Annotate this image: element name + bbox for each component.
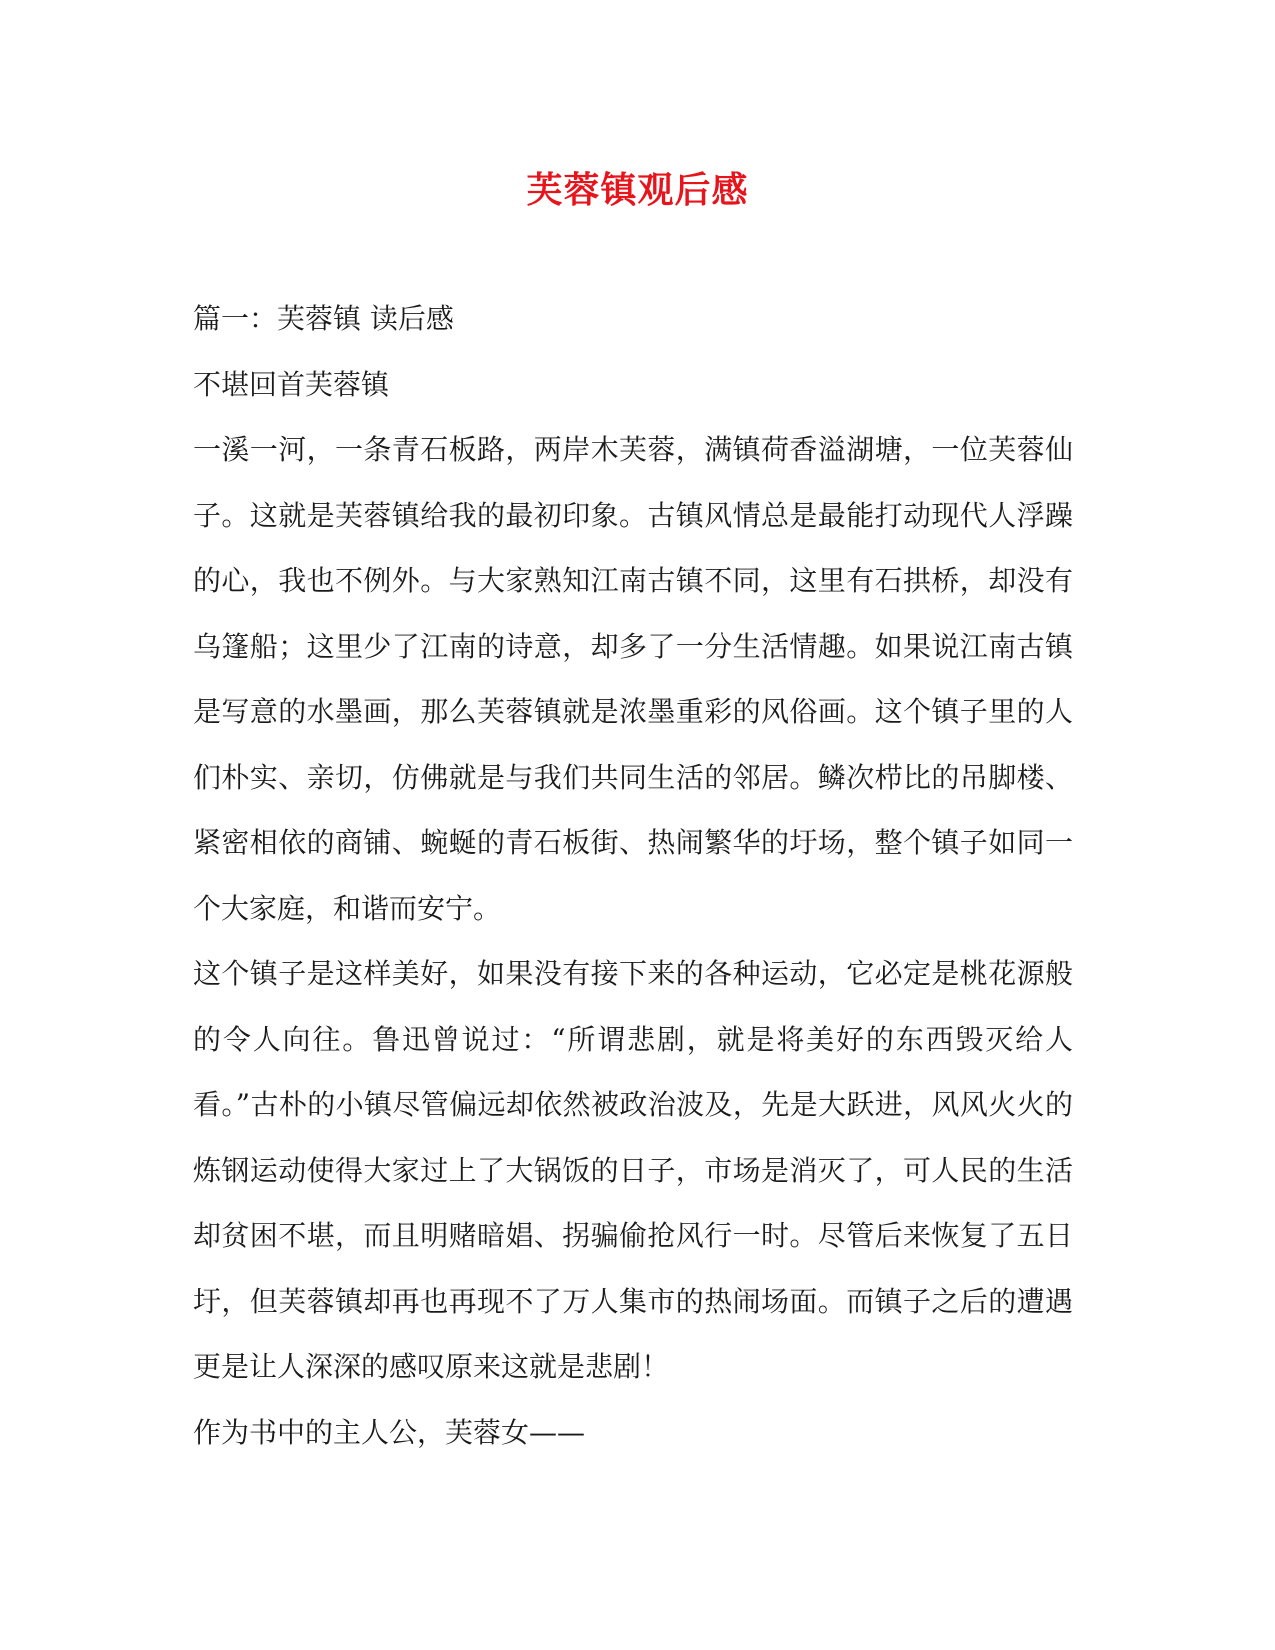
paragraph-3: 作为书中的主人公，芙蓉女—— [193, 1415, 586, 1449]
article-subtitle: 不堪回首芙蓉镇 [193, 367, 390, 401]
document-title: 芙蓉镇观后感 [526, 169, 749, 211]
document-body [193, 286, 1073, 1465]
paragraph-2: 这个镇子是这样美好，如果没有接下来的各种运动，它必定是桃花源般的令人向往。鲁迅曾说过：“所谓悲剧，就是将美好的东西毁灭给人看。”古朴的小镇尽管偏远却依然被政治波及，先是大跃进，风风火火的炼钢运动使得大家过上了大锅饭的日子，市场是消灭了，可人民的生活却贫困不堪，而且明赌暗娼、拐骗偷抢风行一时。尽管后来恢复了五日圩，但芙蓉镇却再也再现不了万人集市的热闹场面。而镇子之后的遭遇更是让人深深的感叹原来这就是悲剧！ [193, 957, 1073, 1383]
paragraph-1: 一溪一河，一条青石板路，两岸木芙蓉，满镇荷香溢湖塘，一位芙蓉仙子。这就是芙蓉镇给我的最初印象。古镇风情总是最能打动现代人浮躁的心，我也不例外。与大家熟知江南古镇不同，这里有石拱桥，却没有乌篷船；这里少了江南的诗意，却多了一分生活情趣。如果说江南古镇是写意的水墨画，那么芙蓉镇就是浓墨重彩的风俗画。这个镇子里的人们朴实、亲切，仿佛就是与我们共同生活的邻居。鳞次栉比的吊脚楼、紧密相依的商铺、蜿蜒的青石板街、热闹繁华的圩场，整个镇子如同一个大家庭，和谐而安宁。 [193, 433, 1073, 925]
section-heading: 篇一：芙蓉镇 读后感 [193, 302, 454, 335]
